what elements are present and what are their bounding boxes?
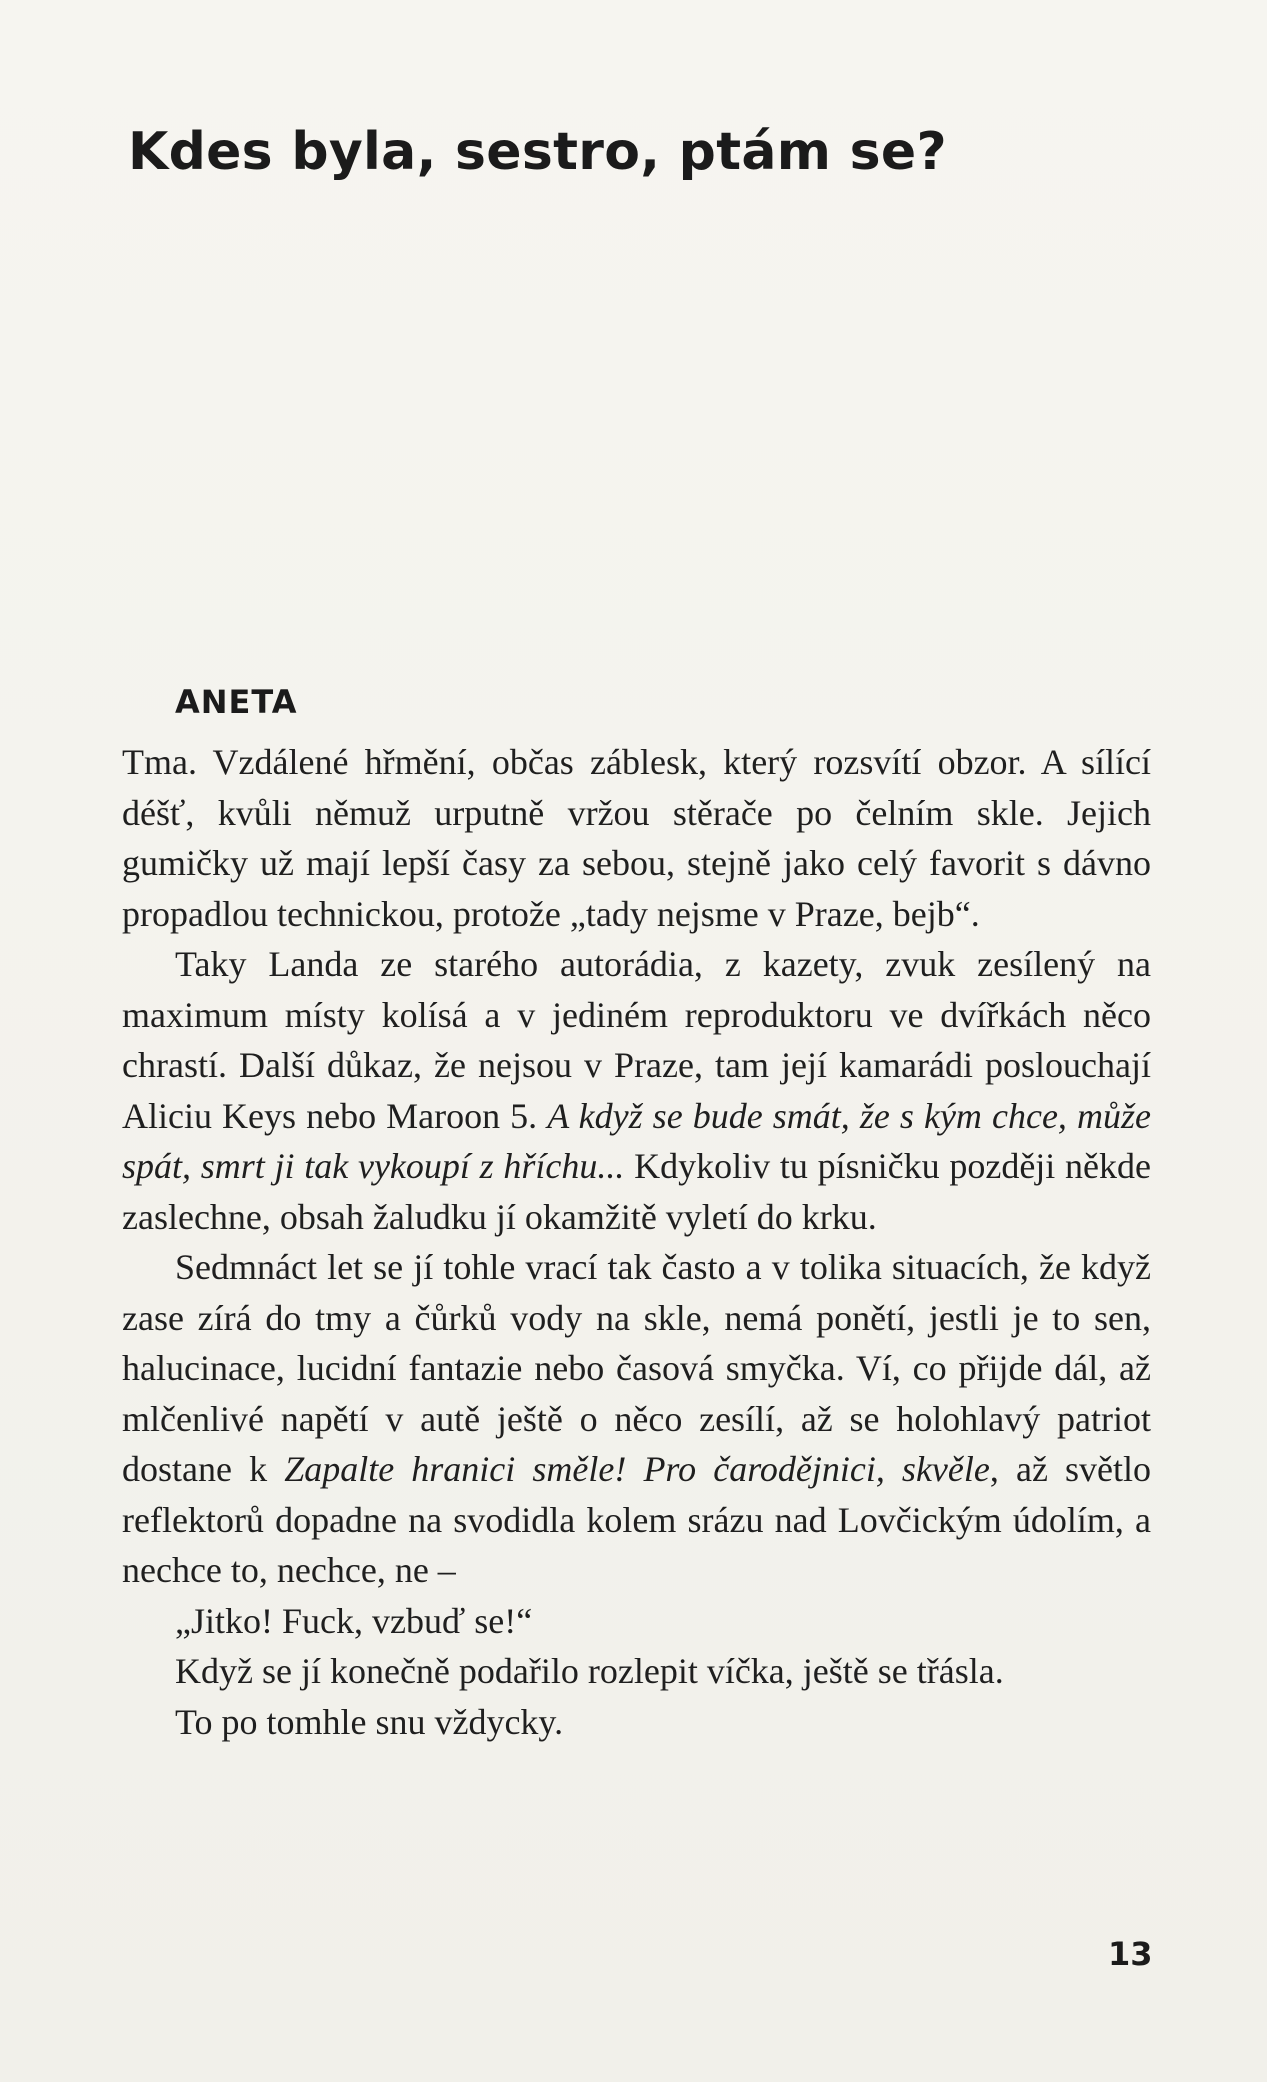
paragraph-6: To po tomhle snu vždycky. [175,1701,564,1742]
chapter-title: Kdes byla, sestro, ptám se? [128,122,947,182]
page-number: 13 [1108,1935,1153,1973]
paragraph-3 [122,1242,1151,1596]
paragraph-5: Když se jí konečně podařilo rozlepit víčka, ještě se třásla. [175,1651,1004,1691]
section-heading: ANETA [175,683,298,721]
paragraph-2-text-a: Taky Landa ze starého autorádia, z kazety, zvuk zesílený na maximum místy kolísá a v jediném reproduktoru ve dvířkách něco chrastí. Další důkaz, že nejsou v Praze, tam její kamarádi poslouchají Aliciu Keys nebo Maroon 5. [122,944,1151,1136]
dialog-line: „Jitko! Fuck, vzbuď se!“ [175,1600,533,1641]
paragraph-3-text-b: , až světlo reflektorů dopadne na svodidla kolem srázu nad Lovčickým údolím, a nechce to, nechce, ne – [122,1449,1152,1590]
paragraph-2-text-b: Kdykoliv tu písničku později někde zaslechne, obsah žaludku jí okamžitě vyletí do krku. [122,1146,1151,1237]
song-title-quote: Zapalte hranici směle! Pro čarodějnici, skvěle [284,1449,990,1489]
body-text [122,737,1151,1747]
paragraph-2 [122,939,1151,1242]
song-lyrics-quote: A když se bude smát, že s kým chce, může spát, smrt ji tak vykoupí z hříchu... [122,1095,1151,1186]
paragraph-1: Tma. Vzdálené hřmění, občas záblesk, který rozsvítí obzor. A sílící déšť, kvůli němuž urputně vržou stěrače po čelním skle. Jejich gumičky už mají lepší časy za sebou, stejně jako celý favorit s dávno propadlou technickou, protože „tady nejsme v Praze, bejb“. [122,742,1151,934]
paragraph-3-text-a: Sedmnáct let se jí tohle vrací tak často a v tolika situacích, že když zase zírá do tmy a čůrků vody na skle, nemá ponětí, jestli je to sen, halucinace, lucidní fantazie nebo časová smyčka. Ví, co přijde dál, až mlčenlivé napětí v autě ještě o něco zesílí, až se holohlavý patriot dostane k [122,1247,1151,1489]
